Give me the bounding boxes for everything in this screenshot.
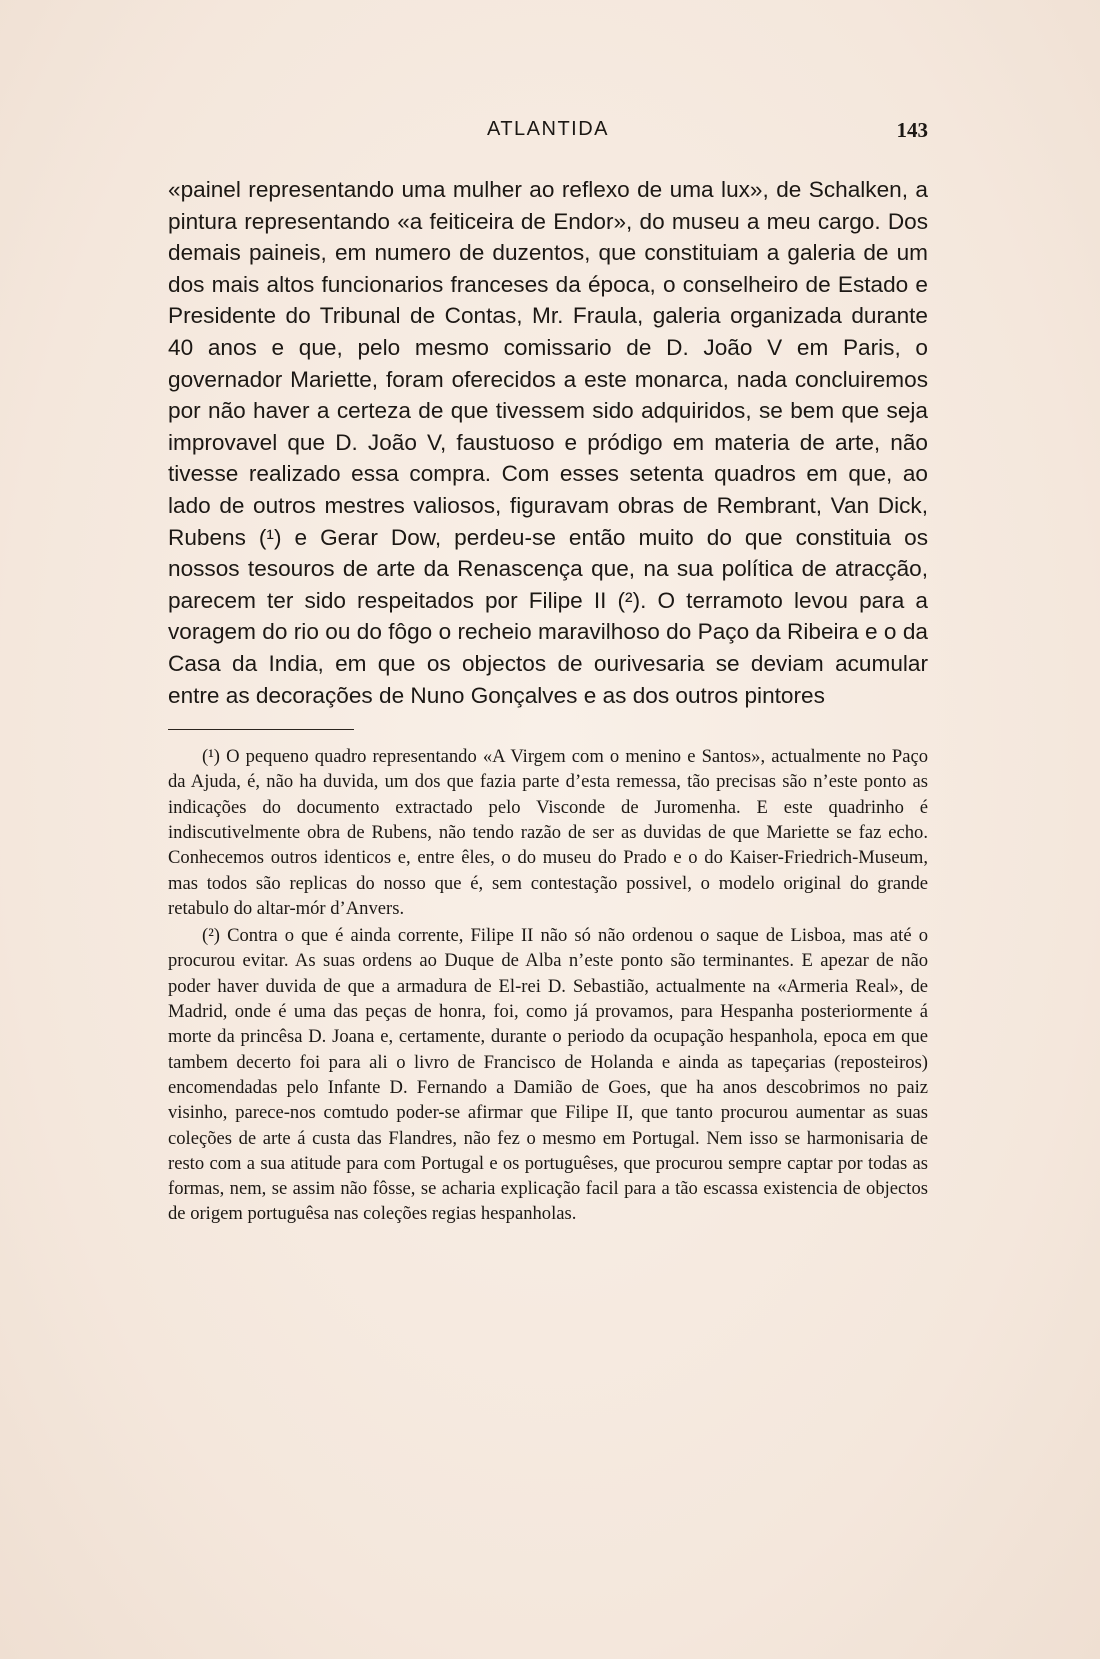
page-number: 143 — [896, 118, 928, 142]
footnote-1 — [168, 744, 928, 921]
footnotes — [168, 744, 928, 1227]
footnote-1-marker: (¹) — [202, 746, 220, 768]
book-page — [168, 110, 928, 1227]
footnote-1-text: O pequeno quadro representando «A Virgem com o menino e Santos», actualmente no Paço da Ajuda, é, não ha duvida, um dos que fazia parte d’esta remessa, tão precisas são n’este ponto as indicações do documento extractado pelo Visconde de Juromenha. E este quadrinho é indiscutivelmente obra de Rubens, não tendo razão de ser as duvidas de que Mariette se faz echo. Conhecemos outros identicos e, entre êles, o do museu do Prado e o do Kaiser-Friedrich-Museum, mas todos são replicas do nosso que é, sem contestação possivel, o modelo original do grande retabulo do altar-mór d’Anvers. — [168, 746, 928, 919]
running-title: ATLANTIDA — [486, 118, 610, 140]
running-head — [168, 110, 928, 150]
body-paragraph: «painel representando uma mulher ao reflexo de uma lux», de Schalken, a pintura representando «a feiticeira de Endor», do museu a meu cargo. Dos demais paineis, em numero de duzentos, que constituiam a galeria de um dos mais altos funcionarios franceses da época, o conselheiro de Estado e Presidente do Tribunal de Contas, Mr. Fraula, galeria organizada durante 40 anos e que, pelo mesmo comissario de D. João V em Paris, o governador Mariette, foram oferecidos a este monarca, nada concluiremos por não haver a certeza de que tivessem sido adquiridos, se bem que seja improvavel que D. João V, faustuoso e pródigo em materia de arte, não tivesse realizado essa compra. Com esses setenta quadros em que, ao lado de outros mestres valiosos, figuravam obras de Rembrant, Van Dick, Rubens (¹) e Gerar Dow, perdeu-se então muito do que constituia os nossos tesouros de arte da Renascença que, na sua política de atracção, parecem ter sido respeitados por Filipe II (²). O terramoto levou para a voragem do rio ou do fôgo o recheio maravilhoso do Paço da Ribeira e o da Casa da India, em que os objectos de ourivesaria se deviam acumular entre as decorações de Nuno Gonçalves e as dos outros pintores — [168, 177, 928, 708]
body-text — [168, 174, 928, 711]
footnote-2 — [168, 923, 928, 1227]
footnote-2-text: Contra o que é ainda corrente, Filipe II não só não ordenou o saque de Lisboa, mas até o procurou evitar. As suas ordens ao Duque de Alba n’este ponto são terminantes. E apezar de não poder haver duvida de que a armadura de El-rei D. Sebastião, actualmente na «Armeria Real», de Madrid, onde é uma das peças de honra, foi, como já provamos, para Hespanha posteriormente á morte da princêsa D. Joana e, certamente, durante o periodo da ocupação hespanhola, epoca em que tambem decerto foi para ali o livro de Francisco de Holanda e ainda as tapeçarias (reposteiros) encomendadas pelo Infante D. Fernando a Damião de Goes, que ha anos descobrimos no paiz visinho, parece-nos comtudo poder-se afirmar que Filipe II, que tanto procurou aumentar as suas coleções de arte á custa das Flandres, não fez o mesmo em Portugal. Nem isso se harmonisaria de resto com a sua atitude para com Portugal e os portuguêses, que procurou sempre captar por todas as formas, nem, se assim não fôsse, se acharia explicação facil para a tão escassa existencia de objectos de origem portuguêsa nas coleções regias hespanholas. — [168, 925, 928, 1225]
footnote-separator-rule — [168, 729, 354, 730]
footnote-2-marker: (²) — [202, 925, 220, 947]
